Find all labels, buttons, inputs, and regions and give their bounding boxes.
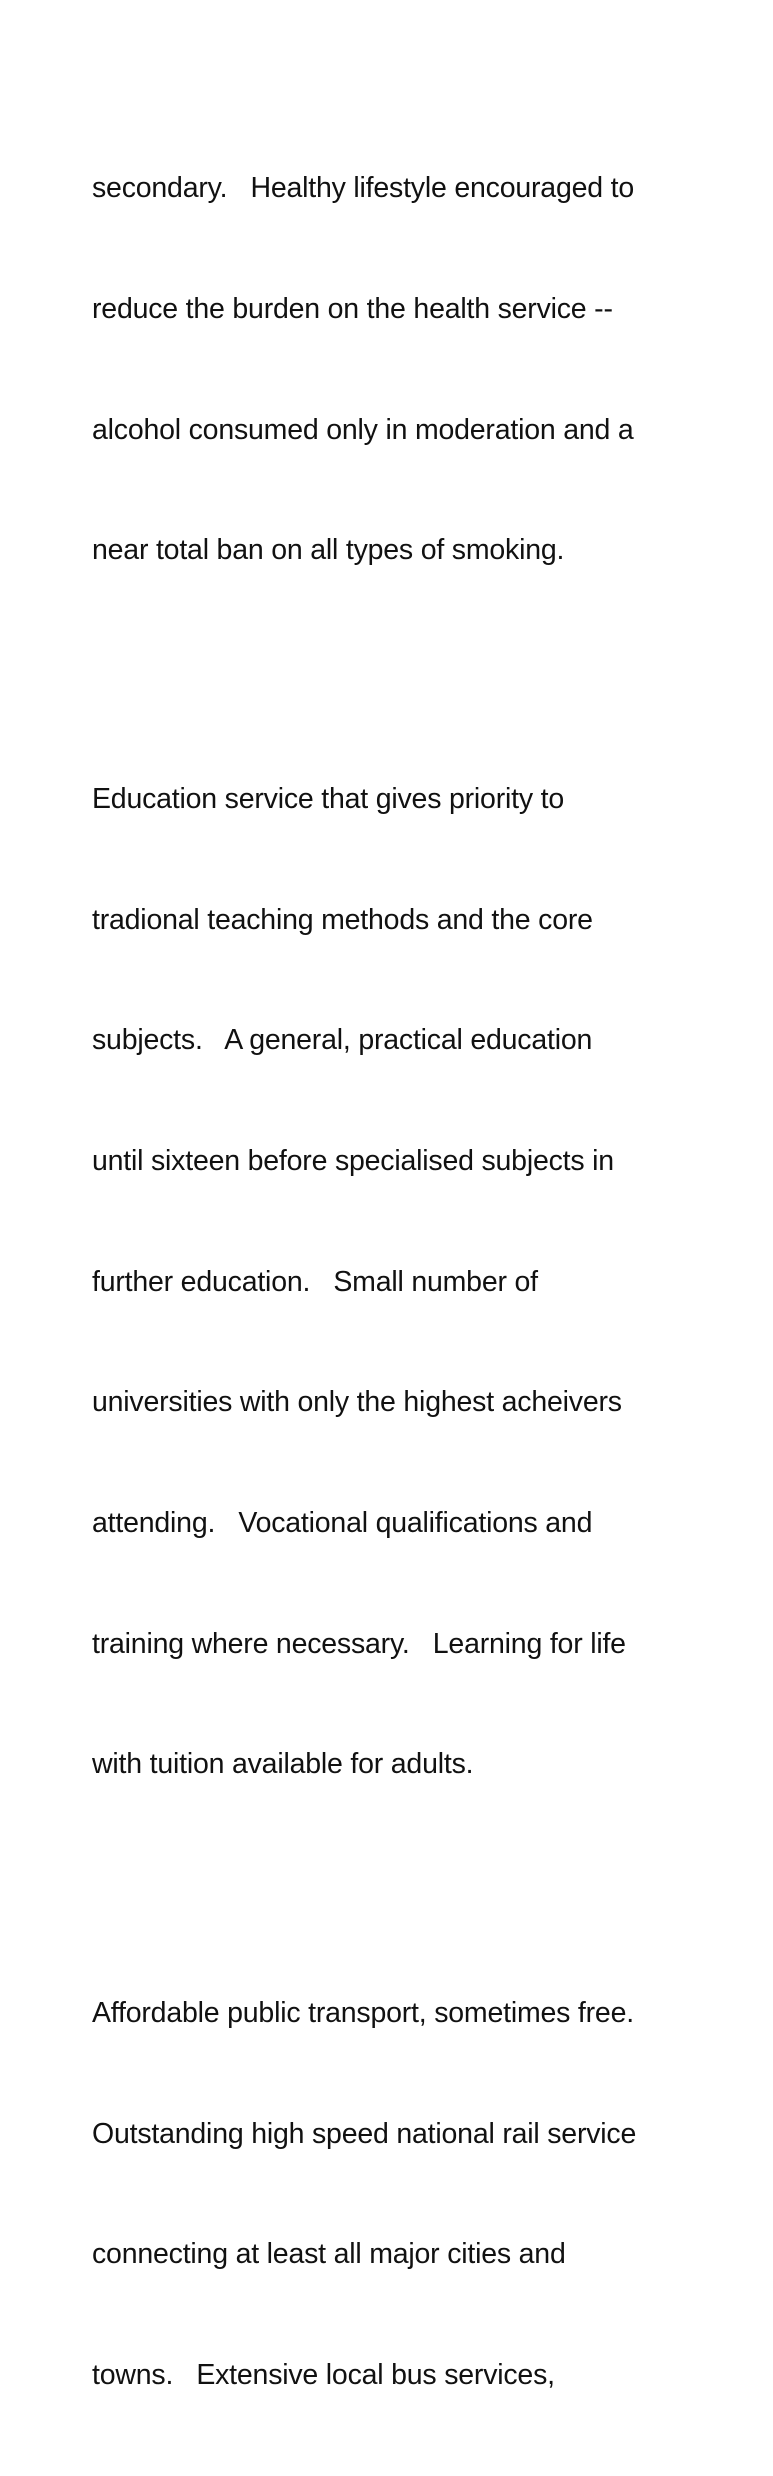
text-line: reduce the burden on the health service --: [92, 293, 613, 326]
document-page: [92, 88, 752, 2476]
text-line: further education. Small number of: [92, 1265, 538, 1298]
text-line: subjects. A general, practical education: [92, 1024, 593, 1057]
text-line: until sixteen before specialised subjects in: [92, 1145, 614, 1178]
text-line: alcohol consumed only in moderation and a: [92, 413, 634, 446]
paragraph-education: [92, 699, 752, 1865]
paragraph-health: [92, 88, 752, 651]
text-line: near total ban on all types of smoking.: [92, 534, 565, 567]
text-line: Education service that gives priority to: [92, 783, 564, 816]
text-line: towns. Extensive local bus services,: [92, 2358, 555, 2391]
text-line: secondary. Healthy lifestyle encouraged to: [92, 172, 634, 205]
text-line: training where necessary. Learning for life: [92, 1627, 626, 1660]
text-line: universities with only the highest acheivers: [92, 1386, 622, 1419]
text-line: connecting at least all major cities and: [92, 2238, 566, 2271]
text-line: tradional teaching methods and the core: [92, 903, 593, 936]
text-line: attending. Vocational qualifications and: [92, 1506, 593, 1539]
paragraph-transport: [92, 1913, 752, 2476]
text-line: Outstanding high speed national rail service: [92, 2117, 637, 2150]
text-line: Affordable public transport, sometimes free.: [92, 1997, 634, 2030]
text-line: with tuition available for adults.: [92, 1748, 474, 1781]
